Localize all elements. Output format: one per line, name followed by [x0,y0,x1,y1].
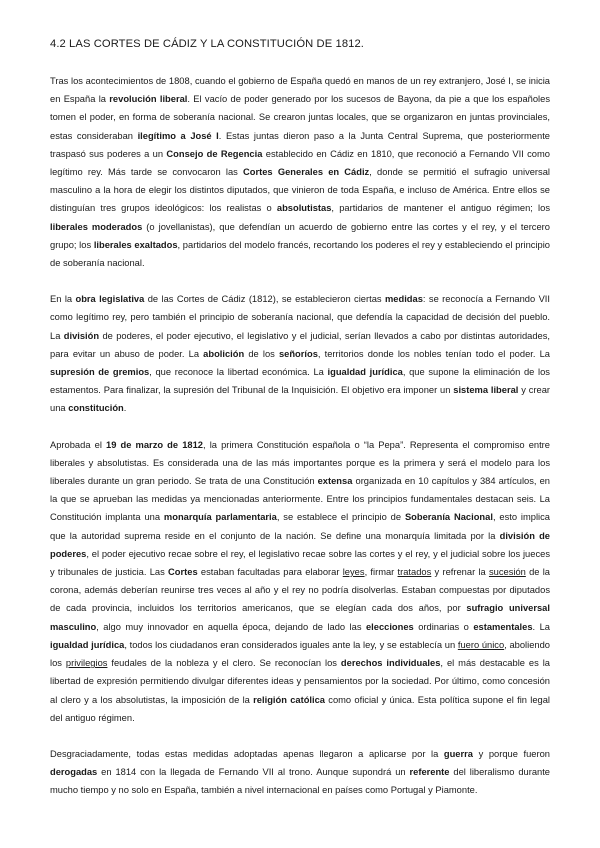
text-run: y porque fueron [472,748,550,759]
bold-text: referente [409,767,450,778]
text-run: , algo muy innovador en aquella época, dejando de lado las [96,621,366,632]
text-run: de las Cortes de Cádiz (1812), se establecieron ciertas [144,294,385,305]
text-run: (o jovellanistas), que defendían un acuerdo de gobierno entre las cortes y el rey, y el tercero grupo; los [50,221,550,250]
bold-text: religión católica [253,694,325,705]
text-run: , donde se permitió el sufragio universal masculino a la hora de elegir los distintos diputados, que vinieron de toda España, e incluso de América. Entre ellos se distinguían tres grupos ideológicos: los realistas o [50,167,550,214]
bold-text: igualdad jurídica [327,367,403,378]
document-title: 4.2 LAS CORTES DE CÁDIZ Y LA CONSTITUCIÓN DE 1812. [50,38,364,50]
underlined-text: sucesión [488,567,526,578]
text-run: establecido en Cádiz en 1810, que reconoció a Fernando VII como legítimo rey. Más tarde se convocaron las [50,148,550,178]
text-run: , el poder ejecutivo recae sobre el rey, el legislativo recae sobre las cortes y el rey, y el judicial sobre los jueces y tribunales de justicia. Las [50,548,550,578]
text-run: : se reconocía a Fernando VII como legítimo rey, pero también el principio de soberanía nacional, que defendía la capacidad de decisión del pueblo. La [50,294,550,341]
bold-text: Consejo de Regencia [166,148,263,159]
bold-text: constitución [68,403,124,414]
paragraph [50,745,550,800]
text-run: , que supone la eliminación de los estamentos. Para finalizar, la supresión del Tribunal de la Inquisición. El objetivo era imponer un [50,367,550,396]
bold-text: derechos individuales [340,658,441,669]
underlined-text: tratados [397,567,432,578]
bold-text: derogadas [50,767,98,778]
bold-text: abolición [203,348,245,359]
bold-text: supresión de gremios [50,367,150,378]
bold-text: Cortes [168,567,198,578]
bold-text: sistema liberal [453,385,519,396]
bold-text: estamentales [473,621,533,632]
bold-text: medidas [384,294,423,305]
text-run: . La [532,621,550,632]
text-run: de la corona, además deberían reunirse tres veces al año y el rey no podría disolverlas. Estaban compuestas por diputados de cada provincia, incluidos los territorios americanos, que se elegían cada dos años, por [50,567,551,614]
text-run: y refrenar la [431,567,489,578]
bold-text: igualdad jurídica [50,639,125,650]
text-run: . El vacío de poder generado por los sucesos de Bayona, da pie a que los españoles tomen el poder, en forma de soberanía nacional. Se crearon juntas locales, que se organizaron en juntas provinciales, estas consideraban [50,94,550,141]
bold-text: ilegítimo a José I [137,130,219,141]
text-run: de los [244,348,279,359]
text-run: , todos los ciudadanos eran considerados iguales ante la ley, y se establecía un [124,639,458,650]
underlined-text: fuero único [457,639,505,650]
text-run: organizada en 10 capítulos y 384 artículos, en la que se aprueban las medidas ya mencionadas anteriormente. Entre los principios fundamentales destacan seis. La Constitución implanta una [50,476,550,523]
text-run: feudales de la nobleza y el clero. Se reconocían los [107,658,341,669]
bold-text: guerra [443,748,473,759]
text-run: En la [50,294,76,305]
text-run: , partidarios del modelo francés, recortando los poderes el rey y estableciendo el principio de soberanía nacional. [50,239,551,269]
bold-text: división de poderes [50,530,551,559]
text-run: . Estas juntas dieron paso a la Junta Central Suprema, que posteriormente traspasó sus poderes a un [50,130,550,159]
bold-text: división [63,330,100,341]
text-run: como oficial y única. Esta política supone el fin legal del antiguo régimen. [50,694,550,723]
text-run: estaban facultadas para elaborar [197,567,343,578]
paragraph [50,290,550,417]
text-run: Aprobada el [50,439,107,450]
bold-text: revolución liberal [109,94,188,105]
text-run: . [123,403,127,414]
text-run: , firmar [364,567,398,578]
text-run: , la primera Constitución española o “la Pepa”. Representa el compromiso entre liberales y absolutistas. Es considerada una de las más importantes porque es la primera y será el modelo para los liberales durante un gran periodo. Se trata de una Constitución [50,439,550,487]
text-run: , aboliendo los [50,639,550,669]
bold-text: monarquía parlamentaria [163,512,277,523]
bold-text: elecciones [365,621,414,632]
bold-text: Cortes Generales en Cádiz [243,167,370,178]
text-run: , esto implica que la autoridad suprema reside en el conjunto de la nación. Se define una monarquía limitada por la [50,512,550,541]
bold-text: liberales exaltados [93,239,178,250]
text-run: , que reconoce la libertad económica. La [149,367,328,378]
text-run: en 1814 con la llegada de Fernando VII al trono. Aunque supondrá un [97,767,410,778]
bold-text: liberales moderados [50,221,143,232]
text-run: , el más destacable es la libertad de expresión permitiendo divulgar diferentes ideas y pensamientos por la sociedad. Por último, como concesión al clero y a los absolutistas, la imposición de la [50,658,550,705]
bold-text: sufragio universal masculino [50,603,550,632]
text-run: y crear una [50,385,550,414]
bold-text: 19 de marzo de 1812 [106,439,203,450]
bold-text: absolutistas [276,203,332,214]
text-run: , partidarios de mantener el antiguo régimen; los [331,203,550,214]
underlined-text: privilegios [65,658,108,669]
text-run: ordinarias o [413,621,474,632]
bold-text: Soberanía Nacional [404,512,493,523]
text-run: del liberalismo durante mucho tiempo y no solo en España, también a nivel internacional en países como Portugal y Piamonte. [50,767,551,796]
text-run: Desgraciadamente, todas estas medidas adoptadas apenas llegaron a aplicarse por la [50,748,444,759]
text-run: , se establece el principio de [276,512,405,523]
bold-text: señoríos [278,348,318,359]
text-run: de poderes, el poder ejecutivo, el legislativo y el judicial, serían llevados a cabo por distintas autoridades, para evitar un abuso de poder. La [50,330,550,359]
underlined-text: leyes [342,567,365,578]
bold-text: obra legislativa [75,294,145,305]
paragraph [50,436,550,727]
bold-text: extensa [317,476,353,487]
paragraph [50,72,550,272]
text-run: , territorios donde los nobles tenían todo el poder. La [317,348,550,359]
text-run: Tras los acontecimientos de 1808, cuando el gobierno de España quedó en manos de un rey extranjero, José I, se inicia en España la [50,76,550,105]
